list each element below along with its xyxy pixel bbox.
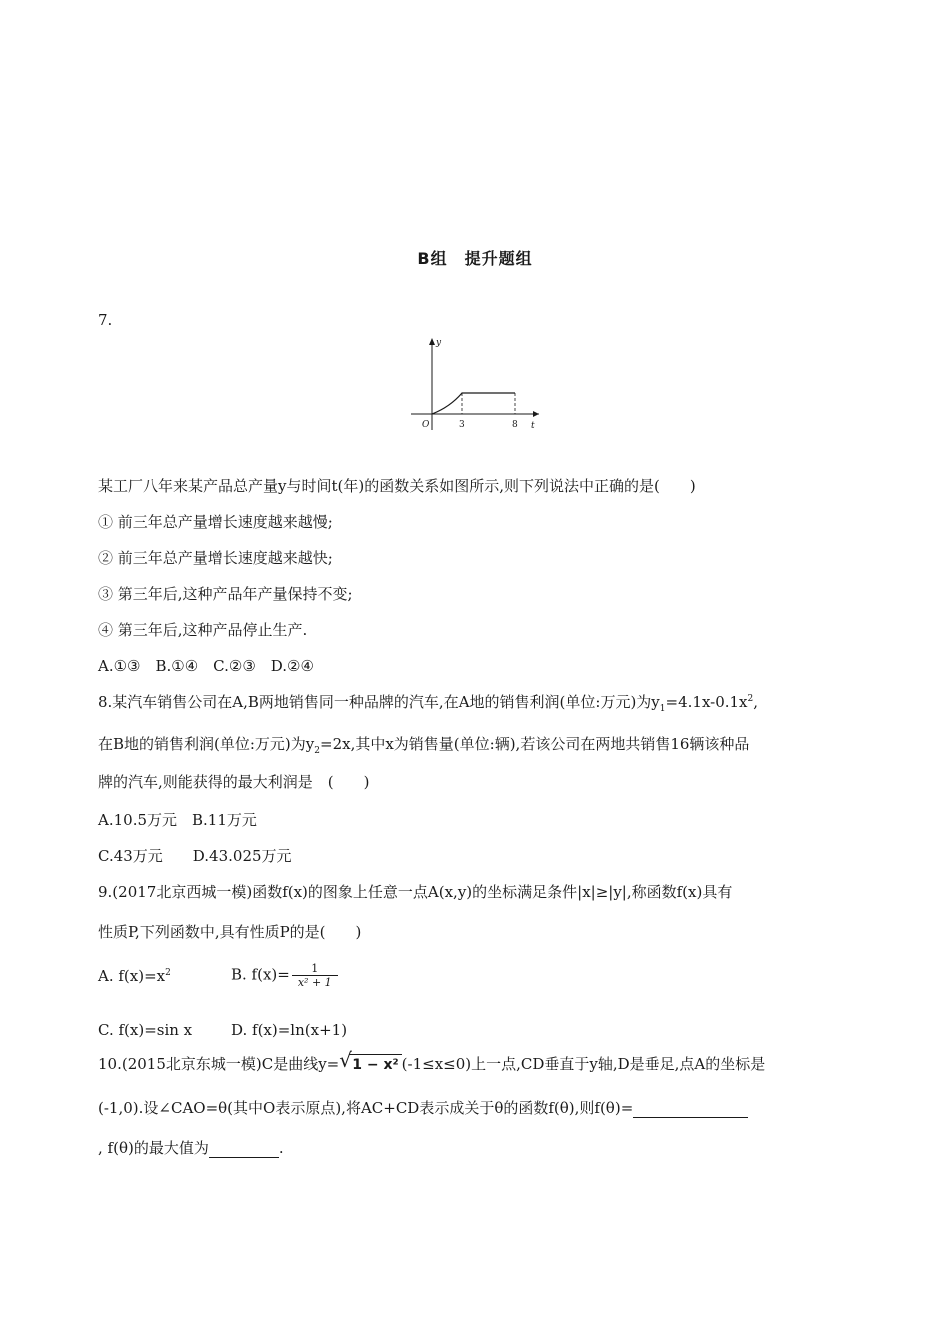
q8-line-1-a: 8.某汽车销售公司在A,B两地销售同一种品牌的汽车,在A地的销售利润(单位:万元)为y bbox=[98, 693, 660, 711]
q9-line-2: 性质P,下列函数中,具有性质P的是( ) bbox=[98, 923, 362, 941]
origin-label: O bbox=[422, 420, 430, 430]
q9-option-a-text: A. f(x)=x bbox=[98, 967, 166, 985]
q9-option-c: C. f(x)=sin x bbox=[98, 1021, 193, 1039]
q7-statement-2: ② 前三年总产量增长速度越来越快; bbox=[98, 549, 333, 567]
q9-line-1: 9.(2017北京西城一模)函数f(x)的图象上任意一点A(x,y)的坐标满足条件|x|≥|y|,称函数f(x)具有 bbox=[98, 883, 733, 901]
t-axis-arrow bbox=[533, 411, 539, 417]
q7-statement-4: ④ 第三年后,这种产品停止生产. bbox=[98, 621, 308, 639]
answer-blank-2[interactable] bbox=[209, 1141, 279, 1158]
q9-option-b-fraction bbox=[292, 962, 338, 989]
q8-line-2-sub: 2 bbox=[314, 746, 320, 756]
q8-line-1 bbox=[98, 692, 758, 712]
tick-8-label: 8 bbox=[512, 420, 518, 430]
t-label: t bbox=[531, 421, 535, 431]
q8-options-cd: C.43万元 D.43.025万元 bbox=[98, 847, 292, 865]
q7-stem: 某工厂八年来某产品总产量y与时间t(年)的函数关系如图所示,则下列说法中正确的是( ) bbox=[98, 477, 696, 495]
q10-line-3-a: , f(θ)的最大值为 bbox=[98, 1139, 209, 1157]
q7-graph bbox=[405, 334, 545, 434]
q8-line-2 bbox=[98, 734, 749, 754]
q8-line-2-a: 在B地的销售利润(单位:万元)为y bbox=[98, 735, 315, 753]
q8-line-1-b: =4.1x-0.1x bbox=[665, 693, 748, 711]
q10-line-1-a: 10.(2015北京东城一模)C是曲线y= bbox=[98, 1055, 340, 1073]
q7-statement-1: ① 前三年总产量增长速度越来越慢; bbox=[98, 513, 333, 531]
y-axis-arrow bbox=[429, 338, 435, 345]
fraction-denominator: x² + 1 bbox=[292, 975, 338, 989]
q10-line-2 bbox=[98, 1098, 748, 1118]
q10-line-3-b: . bbox=[278, 1139, 284, 1157]
sqrt-expression bbox=[339, 1048, 401, 1075]
q9-option-d: D. f(x)=ln(x+1) bbox=[231, 1021, 348, 1039]
y-label: y bbox=[436, 338, 442, 348]
q8-line-1-sup: 2 bbox=[747, 694, 754, 704]
q9-option-a-sup: 2 bbox=[165, 968, 171, 978]
q8-line-1-c: , bbox=[753, 693, 759, 711]
q10-line-2-text: (-1,0).设∠CAO=θ(其中O表示原点),将AC+CD表示成关于θ的函数f(θ),则f(θ)= bbox=[98, 1099, 634, 1117]
tick-3-label: 3 bbox=[459, 420, 465, 430]
section-title: B组 提升题组 bbox=[417, 249, 533, 268]
q7-number: 7. bbox=[98, 311, 113, 329]
q9-option-b bbox=[231, 962, 338, 989]
q9-option-b-text: B. f(x)= bbox=[231, 965, 290, 984]
q9-option-a bbox=[98, 966, 171, 986]
q8-options-ab: A.10.5万元 B.11万元 bbox=[98, 811, 257, 829]
sqrt-icon: √ bbox=[339, 1048, 353, 1072]
fraction-numerator: 1 bbox=[311, 962, 319, 975]
q10-line-1-b: (-1≤x≤0)上一点,CD垂直于y轴,D是垂足,点A的坐标是 bbox=[401, 1055, 766, 1073]
q7-statement-3: ③ 第三年后,这种产品年产量保持不变; bbox=[98, 585, 353, 603]
q10-line-3 bbox=[98, 1138, 284, 1158]
q8-line-2-b: =2x,其中x为销售量(单位:辆),若该公司在两地共销售16辆该种品 bbox=[320, 735, 750, 753]
q10-line-1 bbox=[98, 1048, 766, 1075]
q7-curve bbox=[432, 393, 515, 414]
q8-line-3: 牌的汽车,则能获得的最大利润是 ( ) bbox=[98, 773, 370, 791]
sqrt-radicand: 1 − x² bbox=[349, 1054, 401, 1075]
answer-blank-1[interactable] bbox=[633, 1101, 748, 1118]
q8-line-1-sub: 1 bbox=[659, 704, 666, 714]
q7-options: A.①③ B.①④ C.②③ D.②④ bbox=[98, 657, 314, 675]
